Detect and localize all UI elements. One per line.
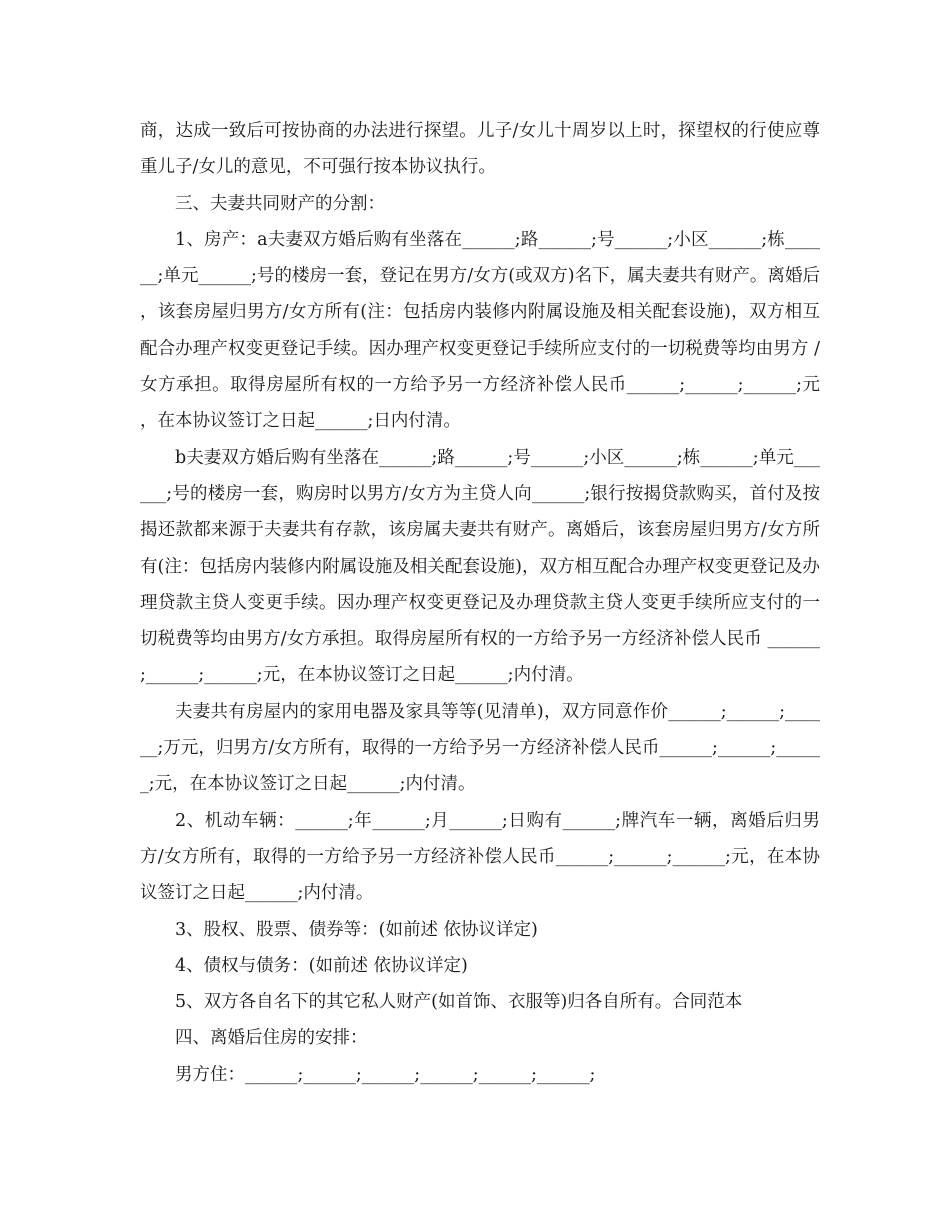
paragraph-debts: 4、债权与债务：(如前述 依协议详定) [175,955,468,976]
paragraph-motor-vehicle: 2、机动车辆：______;年______;月______;日购有______;牌汽车一辆，离婚后归男方/女方所有，取得的一方给予另一方经济补偿人民币______;______;______;元，在本协议签订之日起______;内付清。 [140,810,820,904]
paragraph-personal-property: 5、双方各自名下的其它私人财产(如首饰、衣服等)归各自所有。合同范本 [175,992,743,1013]
paragraph-visitation-continued: 商，达成一致后可按协商的办法进行探望。儿子/女儿十周岁以上时，探望权的行使应尊重儿子/女儿的意见，不可强行按本协议执行。 [140,121,820,178]
section-heading-housing: 四、离婚后住房的安排： [175,1028,368,1049]
paragraph-house-b: b夫妻双方婚后购有坐落在______;路______;号______;小区______;栋______;单元______;号的楼房一套，购房时以男方/女方为主贷人向______;银行按揭贷款购买，首付及按揭还款都来源于夫妻共有存款，该房属夫妻共有财产。离婚后，该套房屋归男方/女方所有(注：包括房内装修内附属设施及相关配套设施)，双方相互配合办理产权变更登记及办理贷款主贷人变更手续。因办理产权变更登记及办理贷款主贷人变更手续所应支付的一切税费等均由男方/女方承担。取得房屋所有权的一方给予另一方经济补偿人民币 ______;______;______;元，在本协议签订之日起______;内付清。 [140,447,820,686]
document-body [140,113,820,1093]
section-heading-property-division: 三、夫妻共同财产的分割： [175,193,385,214]
paragraph-male-housing: 男方住：______;______;______;______;______;______; [175,1064,596,1085]
paragraph-stocks-bonds: 3、股权、股票、债券等：(如前述 依协议详定) [175,919,538,940]
paragraph-house-a: 1、房产：a夫妻双方婚后购有坐落在______;路______;号______;小区______;栋______;单元______;号的楼房一套，登记在男方/女方(或双方)名下，属夫妻共有财产。离婚后，该套房屋归男方/女方所有(注：包括房内装修内附属设施及相关配套设施)，双方相互配合办理产权变更登记手续。因办理产权变更登记手续所应支付的一切税费等均由男方 /女方承担。取得房屋所有权的一方给予另一方经济补偿人民币______;______;______;元，在本协议签订之日起______;日内付清。 [140,229,820,432]
paragraph-appliances-furniture: 夫妻共有房屋内的家用电器及家具等等(见清单)，双方同意作价______;______;______;万元，归男方/女方所有，取得的一方给予另一方经济补偿人民币______;______;______;元，在本协议签订之日起______;内付清。 [140,701,820,795]
